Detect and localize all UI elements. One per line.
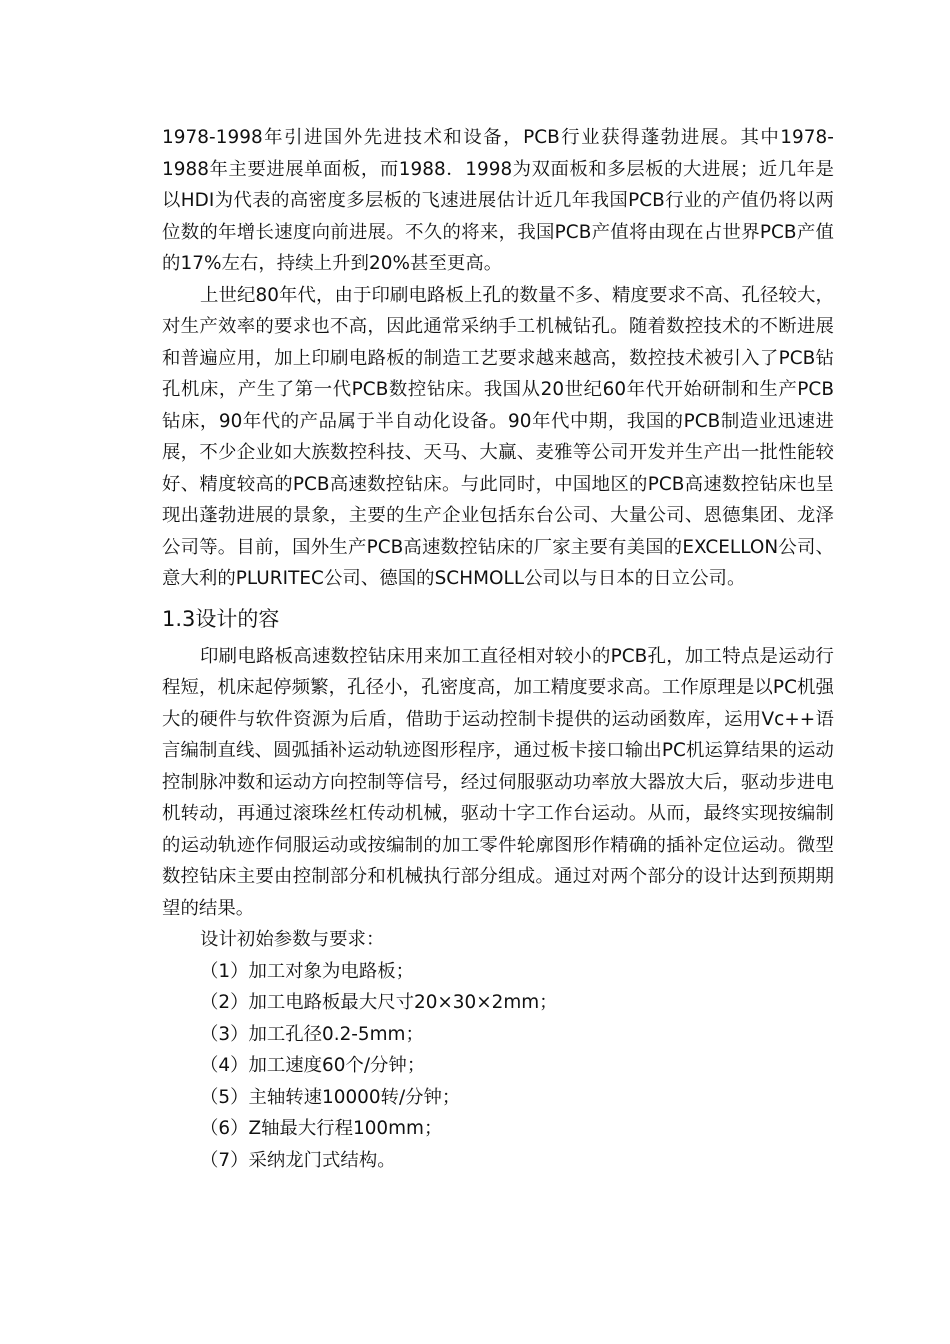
paragraph-pcb-drilling-development: 上世纪80年代，由于印刷电路板上孔的数量不多、精度要求不高、孔径较大，对生产效率的要求也不高，因此通常采纳手工机械钻孔。随着数控技术的不断进展和普遍应用，加上印刷电路板的制造工艺要求越来越高，数控技术被引入了PCB钻孔机床，产生了第一代PCB数控钻床。我国从20世纪60年代开始研制和生产PCB钻床，90年代的产品属于半自动化设备。90年代中期，我国的PCB制造业迅速进展，不少企业如大族数控科技、天马、大赢、麦雅等公司开发并生产出一批性能较好、精度较高的PCB高速数控钻床。与此同时，中国地区的PCB高速数控钻床也呈现出蓬勃进展的景象，主要的生产企业包括东台公司、大量公司、恩德集团、龙泽公司等。目前，国外生产PCB高速数控钻床的厂家主要有美国的EXCELLON公司、意大利的PLURITEC公司、德国的SCHMOLL公司以与日本的日立公司。: [162, 284, 834, 589]
requirement-item: （3）加工孔径0.2-5mm；: [200, 1023, 424, 1045]
paragraph-pcb-history: 1978-1998年引进国外先进技术和设备，PCB行业获得蓬勃进展。其中1978-1988年主要进展单面板，而1988．1998为双面板和多层板的大进展；近几年是以HDI为代表的高密度多层板的飞速进展估计近几年我国PCB行业的产值仍将以两位数的年增长速度向前进展。不久的将来，我国PCB产值将由现在占世界PCB产值的17%左右，持续上升到20%甚至更高。: [162, 127, 834, 274]
requirement-item: （7）采纳龙门式结构。: [200, 1149, 396, 1171]
section-heading: 1.3设计的容: [162, 606, 280, 631]
requirements-list: [162, 956, 834, 1177]
requirement-item: （6）Z轴最大行程100mm；: [200, 1118, 443, 1139]
requirements-intro: 设计初始参数与要求：: [200, 929, 385, 950]
requirement-item: （1）加工对象为电路板；: [200, 960, 414, 982]
requirement-item: （4）加工速度60个/分钟；: [200, 1055, 426, 1076]
paragraph-design-content: 印刷电路板高速数控钻床用来加工直径相对较小的PCB孔，加工特点是运动行程短，机床起停频繁，孔径小，孔密度高，加工精度要求高。工作原理是以PC机强大的硬件与软件资源为后盾，借助于运动控制卡提供的运动函数库，运用Vc++语言编制直线、圆弧插补运动轨迹图形程序，通过板卡接口输出PC机运算结果的运动控制脉冲数和运动方向控制等信号，经过伺服驱动功率放大器放大后，驱动步进电机转动，再通过滚珠丝杠传动机械，驱动十字工作台运动。从而，最终实现按编制的运动轨迹作伺服运动或按编制的加工零件轮廓图形作精确的插补定位运动。微型数控钻床主要由控制部分和机械执行部分组成。通过对两个部分的设计达到预期期望的结果。: [162, 645, 834, 919]
requirement-item: （5）主轴转速10000转/分钟；: [200, 1086, 461, 1108]
document-page: [162, 122, 834, 1176]
requirement-item: （2）加工电路板最大尺寸20×30×2mm；: [200, 992, 558, 1013]
